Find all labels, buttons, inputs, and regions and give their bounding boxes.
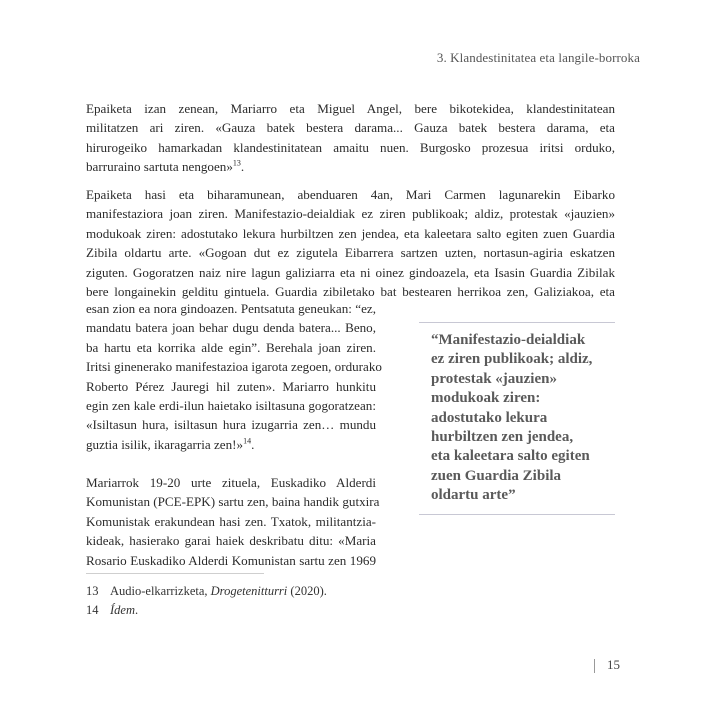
text-line: Komunistak erakundean hasi zen. Txatok, militantzia- — [86, 513, 376, 529]
footnote-text: . — [135, 602, 139, 617]
page-number: 15 — [607, 657, 620, 672]
text-fragment: . — [240, 159, 245, 175]
footnotes — [86, 582, 327, 619]
pull-quote-line: ez ziren publikoak; aldiz, — [431, 351, 593, 368]
footnote-number: 14 — [86, 602, 99, 617]
text-fragment: guztia isilik, ikaragarria zen!» — [86, 436, 244, 452]
footnote-title: Drogetenitturri — [210, 584, 288, 598]
running-head: 3. Klandestinitatea eta langile-borroka — [436, 50, 640, 65]
footnote-14 — [86, 601, 327, 620]
text-line: bere longainekin gelditu gintuela. Guardia zibiletako bat bestearen herrikoa zen, Galiziakoa, eta — [86, 284, 615, 300]
text-fragment: . — [251, 436, 255, 452]
footnote-number: 13 — [86, 584, 99, 598]
pull-quote-line: eta kaleetara salto egiten — [431, 448, 590, 465]
text-line: egin zen kale erdi-ilun haietako isiltasuna gogoratzean: — [86, 398, 376, 414]
text-line: ziguten. Gogoratzen naiz nire lagun galiziarra eta ni oinez gindoazela, eta Isasin Guardia Zibilak — [86, 264, 615, 280]
footnote-divider — [86, 573, 264, 574]
body-paragraph-2-continued — [86, 299, 382, 454]
text-line: hirurogeiko hamarkadan klandestinitatean amaitu nuen. Burgosko prozesua iritsi orduko, — [86, 139, 615, 155]
text-line: Zibila oldartu arte. «Gogoan dut ez zigutela Eibarrera sartzen uzten, nortasun-agiria eskatzen — [86, 245, 615, 261]
page-number-separator — [594, 659, 595, 673]
body-paragraph-3 — [86, 473, 380, 570]
text-line: militatzen ari ziren. «Gauza batek bestera darama... Gauza batek bestera darama, eta — [86, 120, 615, 136]
footnote-ref-14[interactable]: 14 — [243, 436, 252, 446]
pull-quote-line: protestak «jauzien» — [431, 370, 557, 387]
text-line: Epaiketa izan zenean, Mariarro eta Miguel Angel, bere bikotekidea, klandestinitatean — [86, 101, 615, 116]
pull-quote-line: oldartu arte” — [431, 487, 516, 504]
pull-quote-line: hurbiltzen zen jendea, — [431, 429, 574, 446]
pull-quote-line: “Manifestazio-deialdiak — [431, 332, 586, 348]
page-number-block — [594, 657, 620, 673]
pull-quote-text — [431, 331, 615, 506]
text-line: Epaiketa hasi eta biharamunean, abenduaren 4an, Mari Carmen lagunarekin Eibarko — [86, 187, 615, 202]
text-line — [86, 157, 615, 176]
body-paragraph-2 — [86, 185, 615, 301]
text-line: Rosario Euskadiko Alderdi Komunistan sartu zen 1969 — [86, 552, 376, 568]
text-line: mandatu batera joan behar dugu denda batera... Beno, — [86, 320, 376, 336]
text-line: kideak, hasierako garai haiek deskribatu ditu: «Maria — [86, 533, 376, 549]
text-line: manifestaziora joan ziren. Manifestazio-deialdiak ez ziren publikoak; aldiz, protestak «jauzien» — [86, 206, 615, 222]
pull-quote-line: zuen Guardia Zibila — [431, 467, 562, 484]
pull-quote-line: modukoak ziren: — [431, 390, 541, 407]
text-line: Roberto Pérez Jauregi hil zuten». Mariarro hunkitu — [86, 378, 376, 394]
text-fragment: barruraino sartuta nengoen» — [86, 159, 233, 175]
text-line — [86, 435, 376, 454]
footnote-13 — [86, 582, 327, 601]
pull-quote — [419, 322, 615, 515]
text-line: Komunistan (PCE-EPK) sartu zen, baina handik gutxira — [86, 494, 380, 510]
text-line: esan zion ea nora gindoazen. Pentsatuta geneukan: “ez, — [86, 301, 376, 316]
footnote-ref-13[interactable]: 13 — [232, 158, 241, 168]
footnote-title: Ídem — [110, 602, 135, 617]
text-line: ba hartu eta korrika alde egin”. Berehala joan ziren. — [86, 339, 376, 355]
text-line: Mariarrok 19-20 urte zituela, Euskadiko Alderdi — [86, 475, 376, 490]
footnote-text: Audio-elkarrizketa, — [110, 584, 211, 598]
footnote-text: (2020). — [287, 584, 327, 598]
text-line: «Isiltasun hura, isiltasun hura izugarria zen… mundu — [86, 417, 376, 433]
pull-quote-line: adostutako lekura — [431, 409, 548, 426]
body-paragraph-1 — [86, 99, 615, 177]
text-line: modukoak ziren: adostutako lekura hurbiltzen zen jendea, eta kaleetara salto egiten zuen Guardia — [86, 225, 615, 241]
text-line: Iritsi ginenerako manifestazioa igarota zegoen, ordurako — [86, 359, 382, 375]
